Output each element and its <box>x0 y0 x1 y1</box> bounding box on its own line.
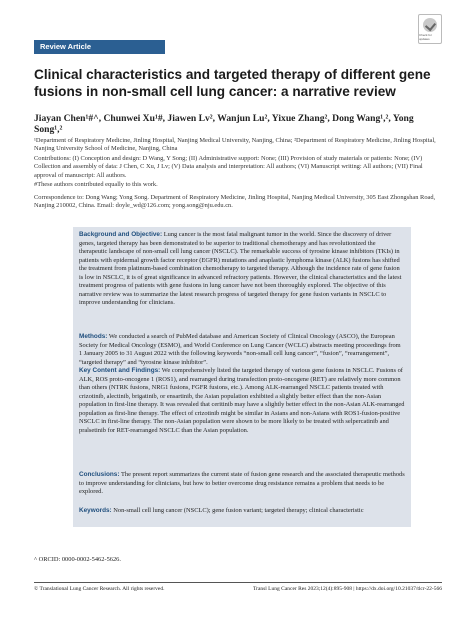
article-type-tag: Review Article <box>34 40 165 54</box>
abstract-findings <box>79 367 405 435</box>
abstract-keywords <box>79 507 405 516</box>
conclusions-text: The present report summarizes the current state of fusion gene research and the associated therapeutic methods to improve understanding for clinicians, but how to better overcome drug resistance remains a problem that needs to be explored. <box>79 471 405 495</box>
journal-citation: Transl Lung Cancer Res 2023;12(4):895-908 | https://dx.doi.org/10.21037/tlcr-22-566 <box>252 586 442 592</box>
check-for-updates-badge[interactable] <box>418 14 442 44</box>
background-text: Lung cancer is the most fatal malignant tumor in the world. Since the discovery of driver genes, targeted therapy has been demonstrated to be superior to traditional chemotherapy and has revolutionized the therapeutic landscape of non-small cell lung cancer (NSCLC). The remarkable success of tyrosine kinase inhibitors (TKIs) in patients with epidermal growth factor receptor (EGFR) mutations and anaplastic lymphoma kinase (ALK) fusions has shifted the treatment from platinum-based combination chemotherapy to targeted therapy. Although the incidence rate of gene fusion is low in NSCLC, it is of great significance in advanced refractory patients. However, the clinical characteristics and the latest treatment progress of patients with gene fusions in lung cancer have not been thoroughly explored. The objective of this narrative review was to summarize the latest research progress of targeted therapy for gene fusion variants in NSCLC to improve understanding for clinicians. <box>79 231 402 306</box>
keywords-heading: Keywords: <box>79 507 112 514</box>
abstract-methods <box>79 333 405 367</box>
checkmark-icon <box>423 18 437 32</box>
badge-label: Check for updates <box>419 32 432 41</box>
conclusions-heading: Conclusions: <box>79 471 120 478</box>
methods-heading: Methods: <box>79 333 108 340</box>
background-heading: Background and Objective: <box>79 231 163 238</box>
abstract-box <box>73 227 411 527</box>
findings-text: We comprehensively listed the targeted therapy of various gene fusions in NSCLC. Fusions of ALK, ROS proto-oncogene 1 (ROS1), and rearranged during transfection proto-oncogene (RET) are relatively more common than others (NTRK fusions, NRG1 fusions, FGFR fusions, etc.). Among ALK-rearranged NSCLC patients treated with crizotinib, alectinib, brigatinib, or ensartinib, the Asian population exhibited a slightly better effect than the non-Asian population in first-line therapy. It was revealed that ceritinib may have a slightly better effect in the non-Asian ALK-rearranged population as first-line therapy. The effect of crizotinib might be similar in Asians and non-Asians with ROS1-fusion-positive NSCLC in first-line therapy. The non-Asian population were shown to be more likely to be treated with selpercatinib and pralsetinib for RET-rearranged NSCLC than the Asian population. <box>79 367 405 434</box>
abstract-background <box>79 231 405 308</box>
abstract-conclusions <box>79 471 405 497</box>
equal-contribution-note: #These authors contributed equally to this work. <box>34 181 158 188</box>
affiliations: ¹Department of Respiratory Medicine, Jinling Hospital, Nanjing Medical University, Nanjing, China; ²Department of Respiratory Medicine, Jinling Hospital, Nanjing University School of Medicine, Nanjing, China <box>34 137 436 153</box>
correspondence: Correspondence to: Dong Wang; Yong Song. Department of Respiratory Medicine, Jinling Hospital, Nanjing Medical University, 305 East Zhongshan Road, Nanjing 210002, China. Email: doyle_wd@126.com; yong.song@nju.edu.cn. <box>34 194 436 210</box>
contributions: Contributions: (I) Conception and design: D Wang, Y Song; (II) Administrative support: None; (III) Provision of study materials or patients: None; (IV) Collection and assembly of data: J Chen, C Xu, J Lv; (V) Data analysis and interpretation: All authors; (VI) Manuscript writing: All authors; (VII) Final approval of manuscript: All authors. <box>34 155 423 179</box>
keywords-text: Non-small cell lung cancer (NSCLC); gene fusion variant; targeted therapy; clinical characteristic <box>113 507 364 514</box>
orcid-note: ^ ORCID: 0000-0002-5462-5626. <box>34 556 121 563</box>
findings-heading: Key Content and Findings: <box>79 367 161 374</box>
footer-divider <box>34 582 442 583</box>
author-list: Jiayan Chen¹#^, Chunwei Xu¹#, Jiawen Lv², Wanjun Lu², Yixue Zhang², Dong Wang¹,², Yong Song¹,² <box>34 113 414 135</box>
copyright: © Translational Lung Cancer Research. All rights reserved. <box>34 586 165 592</box>
article-title: Clinical characteristics and targeted therapy of different gene fusions in non-small cell lung cancer: a narrative review <box>34 67 431 99</box>
methods-text: We conducted a search of PubMed database and American Society of Clinical Oncology (ASCO), the European Society for Medical Oncology (ESMO), and World Conference on Lung Cancer (WCLC) abstracts meeting proceedings from 1 January 2005 to 31 August 2022 with the following keywords “non-small cell lung cancer”, “fusion”, “rearrangement”, “targeted therapy” and “tyrosine kinase inhibitor”. <box>79 333 401 366</box>
